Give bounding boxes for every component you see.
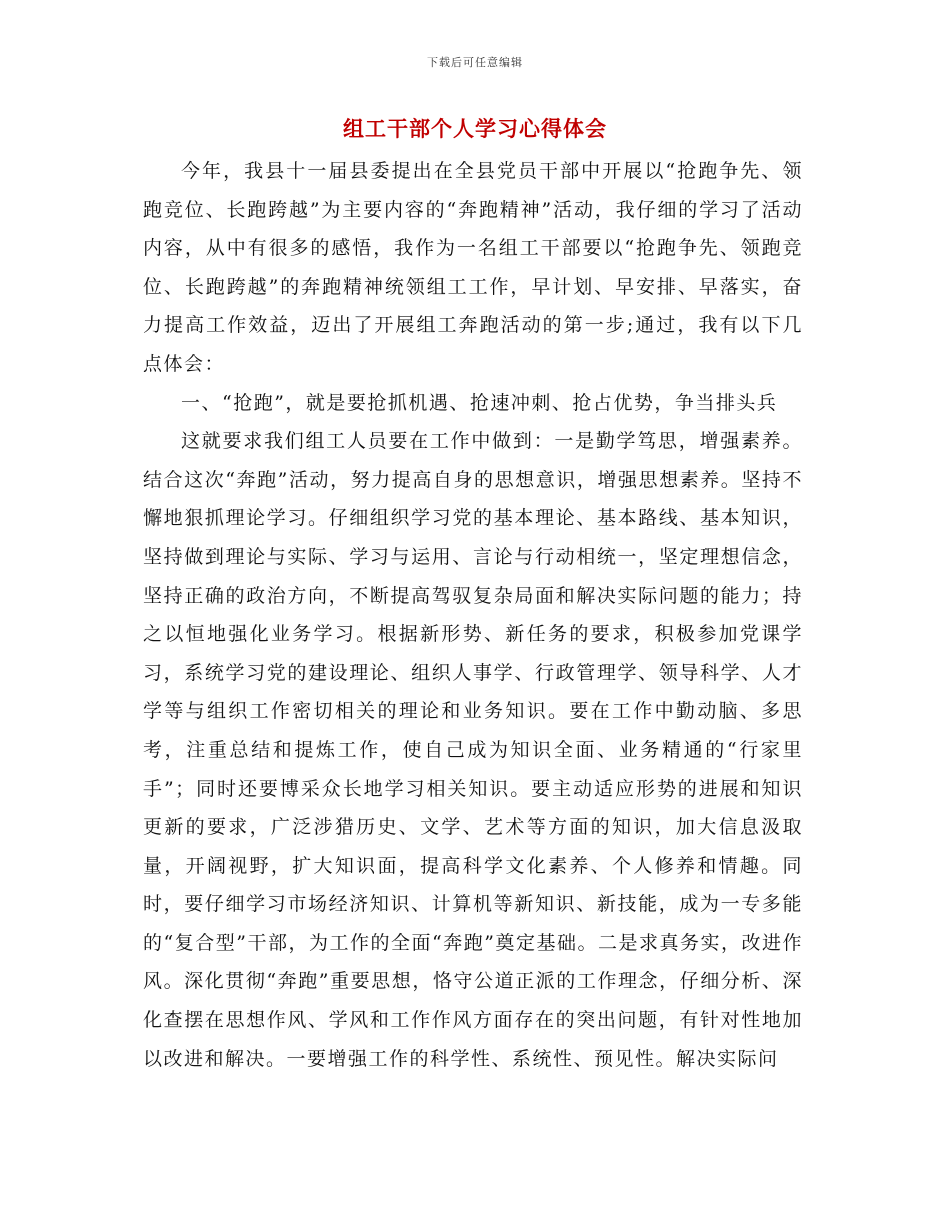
paragraph-detail: 这就要求我们组工人员要在工作中做到：一是勤学笃思，增强素养。结合这次“奔跑”活动，努力提高自身的思想意识，增强思想素养。坚持不懈地狠抓理论学习。仔细组织学习党的基本理论、基本路线、基本知识，坚持做到理论与实际、学习与运用、言论与行动相统一，坚定理想信念，坚持正确的政治方向，不断提高驾驭复杂局面和解决实际问题的能力；持之以恒地强化业务学习。根据新形势、新任务的要求，积极参加党课学习，系统学习党的建设理论、组织人事学、行政管理学、领导科学、人才学等与组织工作密切相关的理论和业务知识。要在工作中勤动脑、多思考，注重总结和提炼工作，使自己成为知识全面、业务精通的“行家里手”；同时还要博采众长地学习相关知识。要主动适应形势的进展和知识更新的要求，广泛涉猎历史、文学、艺术等方面的知识，加大信息汲取量，开阔视野，扩大知识面，提高科学文化素养、个人修养和情趣。同时，要仔细学习市场经济知识、计算机等新知识、新技能，成为一专多能的“复合型”干部，为工作的全面“奔跑”奠定基础。二是求真务实，改进作风。深化贯彻“奔跑”重要思想，恪守公道正派的工作理念，仔细分析、深化查摆在思想作风、学风和工作作风方面存在的突出问题，有针对性地加以改进和解决。一要增强工作的科学性、系统性、预见性。解决实际问 bbox=[143, 430, 803, 1070]
document-title: 组工干部个人学习心得体会 bbox=[343, 117, 607, 141]
document-body bbox=[143, 152, 803, 1078]
paragraph-intro: 今年，我县十一届县委提出在全县党员干部中开展以“抢跑争先、领跑竞位、长跑跨越”为主要内容的“奔跑精神”活动，我仔细的学习了活动内容，从中有很多的感悟，我作为一名组工干部要以“抢跑争先、领跑竞位、长跑跨越”的奔跑精神统领组工工作，早计划、早安排、早落实，奋力提高工作效益，迈出了开展组工奔跑活动的第一步;通过，我有以下几点体会： bbox=[143, 160, 803, 375]
header-note: 下载后可任意编辑 bbox=[427, 56, 523, 69]
paragraph-section-heading: 一、“抢跑”，就是要抢抓机遇、抢速冲刺、抢占优势，争当排头兵 bbox=[181, 391, 778, 414]
